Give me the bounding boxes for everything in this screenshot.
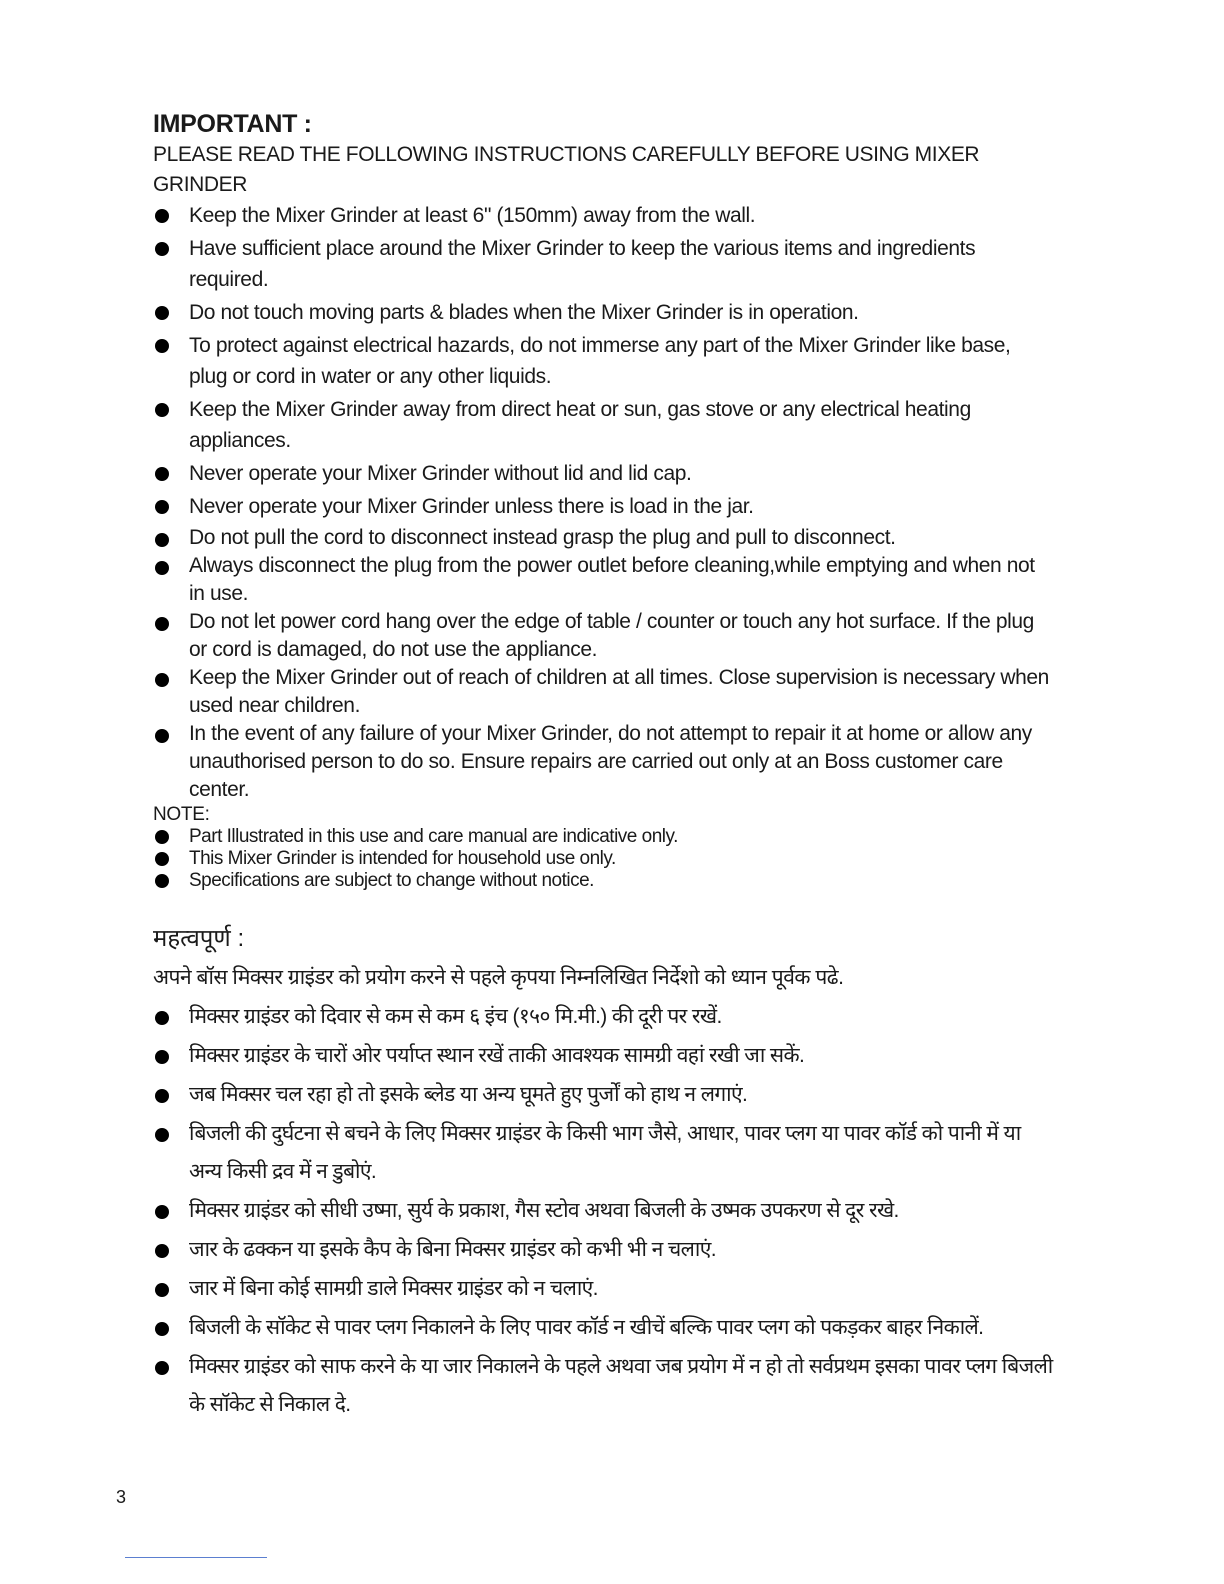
bullet-icon <box>155 830 169 844</box>
bullet-icon <box>155 852 169 866</box>
bullet-icon <box>155 874 169 888</box>
bullet-icon <box>155 673 169 687</box>
note-section <box>153 804 1053 892</box>
list-item <box>153 1115 1053 1191</box>
list-item <box>153 1309 1053 1347</box>
hindi-section <box>153 920 1053 1425</box>
list-item-text: बिजली के सॉकेट से पावर प्लग निकालने के लिए पावर कॉर्ड न खीचें बल्कि पावर प्लग को पकड़कर बाहर निकालें. <box>189 1316 984 1339</box>
bullet-icon <box>155 729 169 743</box>
bullet-icon <box>155 1128 169 1142</box>
instructions-subtitle: PLEASE READ THE FOLLOWING INSTRUCTIONS CAREFULLY BEFORE USING MIXER GRINDER <box>153 143 980 196</box>
list-item-text: Do not let power cord hang over the edge of table / counter or touch any hot surface. If the plug or cord is damaged, do not use the appliance. <box>189 610 1034 661</box>
list-item <box>153 458 1053 489</box>
hindi-instruction-list <box>153 998 1053 1424</box>
list-item-text: जब मिक्सर चल रहा हो तो इसके ब्लेड या अन्य घूमते हुए पुर्जों को हाथ न लगाएं. <box>189 1083 748 1106</box>
bullet-icon <box>155 1011 169 1025</box>
bullet-icon <box>155 467 169 481</box>
list-item-text: मिक्सर ग्राइंडर के चारों ओर पर्याप्त स्थान रखें ताकी आवश्यक सामग्री वहां रखी जा सकें. <box>189 1044 805 1067</box>
bullet-icon <box>155 533 169 547</box>
list-item-text: Never operate your Mixer Grinder without lid and lid cap. <box>189 462 692 485</box>
list-item <box>153 826 1053 848</box>
list-item <box>153 394 1053 456</box>
list-item <box>153 491 1053 522</box>
bullet-icon <box>155 1361 169 1375</box>
hindi-subtitle: अपने बॉस मिक्सर ग्राइंडर को प्रयोग करने से पहले कृपया निम्नलिखित निर्देशो को ध्यान पूर्वक पढे. <box>153 966 844 989</box>
bullet-icon <box>155 1283 169 1297</box>
list-item-text: Have sufficient place around the Mixer Grinder to keep the various items and ingredients required. <box>189 237 976 291</box>
list-item-text: Do not touch moving parts & blades when the Mixer Grinder is in operation. <box>189 301 859 324</box>
bullet-icon <box>155 306 169 320</box>
bullet-icon <box>155 1205 169 1219</box>
page-number: 3 <box>116 1487 127 1507</box>
list-item <box>153 1231 1053 1269</box>
list-item-text: जार के ढक्कन या इसके कैप के बिना मिक्सर ग्राइंडर को कभी भी न चलाएं. <box>189 1238 716 1261</box>
list-item <box>153 1076 1053 1114</box>
list-item-text: Keep the Mixer Grinder away from direct heat or sun, gas stove or any electrical heating appliances. <box>189 398 971 452</box>
bullet-icon <box>155 242 169 256</box>
important-heading: IMPORTANT : <box>153 110 312 138</box>
note-list <box>153 826 1053 892</box>
list-item <box>153 1192 1053 1230</box>
english-instruction-list <box>153 200 1053 804</box>
list-item <box>153 608 1053 664</box>
list-item <box>153 552 1053 608</box>
list-item-text: बिजली की दुर्घटना से बचने के लिए मिक्सर ग्राइंडर के किसी भाग जैसे, आधार, पावर प्लग या पावर कॉर्ड को पानी में या अन्य किसी द्रव में न डुबोएं. <box>189 1122 1021 1183</box>
list-item-text: Part Illustrated in this use and care manual are indicative only. <box>189 826 678 847</box>
bullet-icon <box>155 500 169 514</box>
hindi-heading: महत्वपूर्ण : <box>153 925 245 952</box>
list-item <box>153 720 1053 804</box>
list-item-text: This Mixer Grinder is intended for household use only. <box>189 848 616 869</box>
list-item-text: Specifications are subject to change without notice. <box>189 870 594 891</box>
list-item-text: In the event of any failure of your Mixer Grinder, do not attempt to repair it at home or allow any unauthorised person to do so. Ensure repairs are carried out only at an Boss customer care center. <box>189 722 1032 801</box>
list-item <box>153 1270 1053 1308</box>
list-item <box>153 297 1053 328</box>
list-item <box>153 870 1053 892</box>
list-item-text: Do not pull the cord to disconnect instead grasp the plug and pull to disconnect. <box>189 526 896 549</box>
note-heading: NOTE: <box>153 804 210 825</box>
footer-divider <box>125 1557 267 1558</box>
bullet-icon <box>155 403 169 417</box>
bullet-icon <box>155 617 169 631</box>
list-item-text: Always disconnect the plug from the power outlet before cleaning,while emptying and when not in use. <box>189 554 1035 605</box>
bullet-icon <box>155 1244 169 1258</box>
list-item-text: Never operate your Mixer Grinder unless there is load in the jar. <box>189 495 754 518</box>
list-item-text: जार में बिना कोई सामग्री डाले मिक्सर ग्राइंडर को न चलाएं. <box>189 1277 598 1300</box>
bullet-icon <box>155 209 169 223</box>
list-item-text: मिक्सर ग्राइंडर को सीधी उष्मा, सुर्य के प्रकाश, गैस स्टोव अथवा बिजली के उष्मक उपकरण से दूर रखे. <box>189 1199 899 1222</box>
bullet-icon <box>155 1322 169 1336</box>
list-item <box>153 1348 1053 1424</box>
bullet-icon <box>155 1050 169 1064</box>
list-item <box>153 330 1053 392</box>
list-item-text: मिक्सर ग्राइंडर को साफ करने के या जार निकालने के पहले अथवा जब प्रयोग में न हो तो सर्वप्रथम इसका पावर प्लग बिजली के सॉकेट से निकाल दे. <box>189 1355 1053 1416</box>
list-item-text: Keep the Mixer Grinder at least 6" (150mm) away from the wall. <box>189 204 756 227</box>
list-item <box>153 524 1053 552</box>
bullet-icon <box>155 339 169 353</box>
list-item <box>153 664 1053 720</box>
list-item-text: मिक्सर ग्राइंडर को दिवार से कम से कम ६ इंच (१५० मि.मी.) की दूरी पर रखें. <box>189 1005 722 1028</box>
bullet-icon <box>155 561 169 575</box>
list-item <box>153 200 1053 231</box>
bullet-icon <box>155 1089 169 1103</box>
list-item <box>153 998 1053 1036</box>
list-item <box>153 233 1053 295</box>
list-item-text: Keep the Mixer Grinder out of reach of children at all times. Close supervision is necessary when used near children. <box>189 666 1049 717</box>
list-item <box>153 848 1053 870</box>
list-item-text: To protect against electrical hazards, do not immerse any part of the Mixer Grinder like base, plug or cord in water or any other liquids. <box>189 334 1011 388</box>
list-item <box>153 1037 1053 1075</box>
english-section <box>153 108 1053 804</box>
